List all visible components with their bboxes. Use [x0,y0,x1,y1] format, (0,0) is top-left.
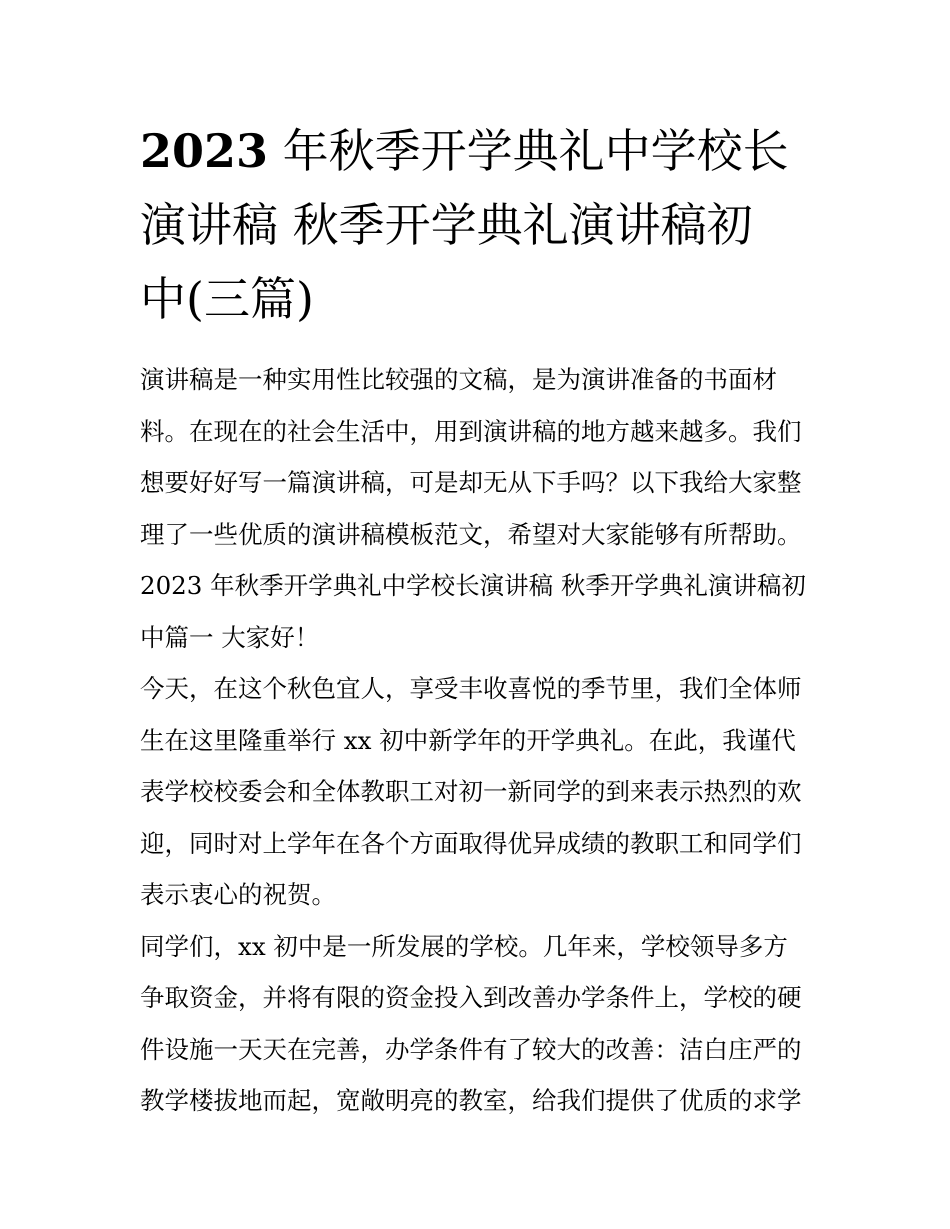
document-title [140,114,820,336]
title-line [140,262,820,336]
body-line: 件设施一天天在完善，办学条件有了较大的改善：洁白庄严的 [140,1034,802,1064]
title-line [140,188,820,262]
document-body [140,354,820,1127]
body-line: 同学们，xx 初中是一所发展的学校。几年来，学校领导多方 [140,931,788,961]
body-line: 想要好好写一篇演讲稿，可是却无从下手吗？以下我给大家整 [140,468,802,497]
title-text: 年秋季开学典礼中学校长 [268,124,789,178]
body-line: 今天，在这个秋色宜人，享受丰收喜悦的季节里，我们全体师 [140,674,802,703]
body-line: 生在这里隆重举行 xx 初中新学年的开学典礼。在此，我谨代 [140,725,796,755]
body-line: 争取资金，并将有限的资金投入到改善办学条件上，学校的硬 [140,983,802,1012]
title-line [140,114,820,188]
body-line: 表学校校委会和全体教职工对初一新同学的到来表示热烈的欢 [140,777,802,806]
body-line: 理了一些优质的演讲稿模板范文，希望对大家能够有所帮助。 [140,519,802,549]
title-text: 中(三篇) [140,272,314,326]
body-line: 料。在现在的社会生活中，用到演讲稿的地方越来越多。我们 [140,416,802,446]
body-line: 2023 年秋季开学典礼中学校长演讲稿 秋季开学典礼演讲稿初 [140,571,806,600]
body-line: 教学楼拔地而起，宽敞明亮的教室，给我们提供了优质的求学 [140,1086,802,1115]
body-line: 迎，同时对上学年在各个方面取得优异成绩的教职工和同学们 [140,828,802,858]
body-line: 中篇一 大家好！ [140,622,320,652]
title-text: 演讲稿 秋季开学典礼演讲稿初 [140,198,753,252]
body-line: 表示衷心的祝贺。 [140,880,336,909]
body-line: 演讲稿是一种实用性比较强的文稿，是为演讲准备的书面材 [140,365,777,394]
title-year: 2023 [140,124,269,178]
